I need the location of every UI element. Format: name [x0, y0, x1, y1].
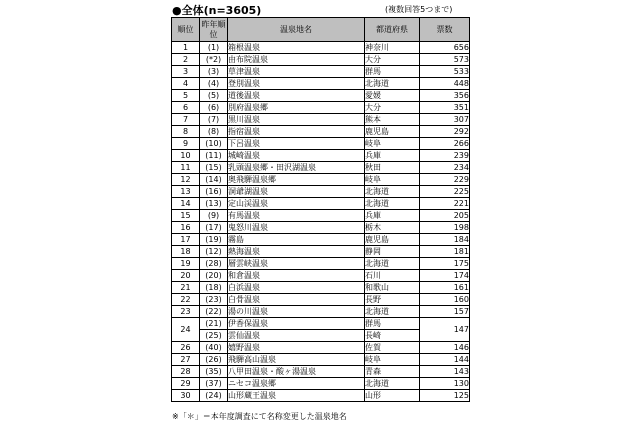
- prefecture-cell: 群馬: [365, 66, 420, 78]
- prev-rank-cell: (20): [200, 270, 228, 282]
- votes-cell: 229: [420, 174, 470, 186]
- onsen-name-cell: 飛騨高山温泉: [228, 354, 365, 366]
- prefecture-cell: 兵庫: [365, 150, 420, 162]
- votes-cell: 221: [420, 198, 470, 210]
- votes-cell: 292: [420, 126, 470, 138]
- prefecture-cell: 神奈川: [365, 42, 420, 54]
- page-title: ●全体(n=3605): [172, 4, 262, 17]
- votes-cell: 198: [420, 222, 470, 234]
- prev-rank-cell: (28): [200, 258, 228, 270]
- onsen-name-cell: 雲仙温泉: [228, 330, 365, 342]
- table-row: [172, 246, 470, 258]
- rank-cell: 22: [172, 294, 200, 306]
- prefecture-cell: 和歌山: [365, 282, 420, 294]
- onsen-name-cell: 登別温泉: [228, 78, 365, 90]
- votes-cell: 181: [420, 246, 470, 258]
- prev-rank-cell: (14): [200, 174, 228, 186]
- table-header-row: [172, 18, 470, 42]
- table-row: [172, 318, 470, 330]
- ranking-table: [171, 17, 470, 402]
- prefecture-cell: 北海道: [365, 186, 420, 198]
- votes-cell: 175: [420, 258, 470, 270]
- rank-cell: 9: [172, 138, 200, 150]
- prev-rank-cell: (24): [200, 390, 228, 402]
- rank-cell: 11: [172, 162, 200, 174]
- prev-rank-cell: (10): [200, 138, 228, 150]
- rank-cell: 28: [172, 366, 200, 378]
- onsen-name-cell: 草津温泉: [228, 66, 365, 78]
- onsen-name-cell: 霧島: [228, 234, 365, 246]
- table-row: [172, 150, 470, 162]
- prefecture-cell: 静岡: [365, 246, 420, 258]
- onsen-name-cell: 鬼怒川温泉: [228, 222, 365, 234]
- prev-rank-cell: (15): [200, 162, 228, 174]
- votes-cell: 130: [420, 378, 470, 390]
- table-row: [172, 270, 470, 282]
- header-prefecture: 都道府県: [365, 18, 420, 42]
- prev-rank-cell: (26): [200, 354, 228, 366]
- votes-cell: 147: [420, 318, 470, 342]
- rank-cell: 13: [172, 186, 200, 198]
- table-row: [172, 210, 470, 222]
- rank-cell: 19: [172, 258, 200, 270]
- votes-cell: 573: [420, 54, 470, 66]
- onsen-name-cell: 洞爺湖温泉: [228, 186, 365, 198]
- prefecture-cell: 兵庫: [365, 210, 420, 222]
- prev-rank-cell: (8): [200, 126, 228, 138]
- votes-cell: 239: [420, 150, 470, 162]
- onsen-name-cell: 乳頭温泉郷・田沢湖温泉: [228, 162, 365, 174]
- votes-cell: 125: [420, 390, 470, 402]
- prefecture-cell: 山形: [365, 390, 420, 402]
- table-row: [172, 102, 470, 114]
- table-row: [172, 162, 470, 174]
- prefecture-cell: 北海道: [365, 378, 420, 390]
- prefecture-cell: 青森: [365, 366, 420, 378]
- prefecture-cell: 北海道: [365, 198, 420, 210]
- prev-rank-cell: (19): [200, 234, 228, 246]
- votes-cell: 146: [420, 342, 470, 354]
- prev-rank-cell: (11): [200, 150, 228, 162]
- table-row: [172, 174, 470, 186]
- prefecture-cell: 岐阜: [365, 174, 420, 186]
- rank-cell: 27: [172, 354, 200, 366]
- prefecture-cell: 群馬: [365, 318, 420, 330]
- table-row: [172, 78, 470, 90]
- table-row: [172, 222, 470, 234]
- prefecture-cell: 大分: [365, 102, 420, 114]
- rank-cell: 10: [172, 150, 200, 162]
- votes-cell: 160: [420, 294, 470, 306]
- rank-cell: 14: [172, 198, 200, 210]
- prefecture-cell: 佐賀: [365, 342, 420, 354]
- votes-cell: 225: [420, 186, 470, 198]
- onsen-name-cell: 白骨温泉: [228, 294, 365, 306]
- header-rank: 順位: [172, 18, 200, 42]
- rank-cell: 7: [172, 114, 200, 126]
- prefecture-cell: 長崎: [365, 330, 420, 342]
- answer-note: (複数回答5つまで): [385, 5, 453, 14]
- table-row: [172, 378, 470, 390]
- prefecture-cell: 石川: [365, 270, 420, 282]
- prev-rank-cell: (12): [200, 246, 228, 258]
- votes-cell: 656: [420, 42, 470, 54]
- prefecture-cell: 鹿児島: [365, 126, 420, 138]
- rank-cell: 2: [172, 54, 200, 66]
- onsen-name-cell: 和倉温泉: [228, 270, 365, 282]
- votes-cell: 351: [420, 102, 470, 114]
- table-row: [172, 306, 470, 318]
- rank-cell: 21: [172, 282, 200, 294]
- prev-rank-cell: (25): [200, 330, 228, 342]
- onsen-name-cell: 奥飛騨温泉郷: [228, 174, 365, 186]
- onsen-name-cell: 湯の川温泉: [228, 306, 365, 318]
- table-row: [172, 354, 470, 366]
- votes-cell: 448: [420, 78, 470, 90]
- table-row: [172, 186, 470, 198]
- prev-rank-cell: (16): [200, 186, 228, 198]
- table-row: [172, 126, 470, 138]
- rank-cell: 8: [172, 126, 200, 138]
- votes-cell: 533: [420, 66, 470, 78]
- prev-rank-cell: (21): [200, 318, 228, 330]
- onsen-name-cell: 由布院温泉: [228, 54, 365, 66]
- table-row: [172, 234, 470, 246]
- onsen-name-cell: 道後温泉: [228, 90, 365, 102]
- rank-cell: 15: [172, 210, 200, 222]
- onsen-name-cell: 黒川温泉: [228, 114, 365, 126]
- prev-rank-cell: (22): [200, 306, 228, 318]
- rank-cell: 4: [172, 78, 200, 90]
- rank-cell: 29: [172, 378, 200, 390]
- onsen-name-cell: 別府温泉郷: [228, 102, 365, 114]
- prev-rank-cell: (18): [200, 282, 228, 294]
- onsen-name-cell: 城崎温泉: [228, 150, 365, 162]
- votes-cell: 143: [420, 366, 470, 378]
- onsen-name-cell: 層雲峡温泉: [228, 258, 365, 270]
- table-row: [172, 366, 470, 378]
- prev-rank-cell: (23): [200, 294, 228, 306]
- ranking-table-body: [172, 42, 470, 402]
- votes-cell: 157: [420, 306, 470, 318]
- rank-cell: 1: [172, 42, 200, 54]
- prefecture-cell: 鹿児島: [365, 234, 420, 246]
- prev-rank-cell: (13): [200, 198, 228, 210]
- header-prev-rank: 昨年順位: [200, 18, 228, 42]
- prefecture-cell: 熊本: [365, 114, 420, 126]
- header-votes: 票数: [420, 18, 470, 42]
- table-row: [172, 390, 470, 402]
- rank-cell: 6: [172, 102, 200, 114]
- rank-cell: 26: [172, 342, 200, 354]
- onsen-name-cell: 嬉野温泉: [228, 342, 365, 354]
- prev-rank-cell: (4): [200, 78, 228, 90]
- prev-rank-cell: (37): [200, 378, 228, 390]
- prev-rank-cell: (5): [200, 90, 228, 102]
- table-row: [172, 138, 470, 150]
- prev-rank-cell: (6): [200, 102, 228, 114]
- votes-cell: 356: [420, 90, 470, 102]
- prev-rank-cell: (7): [200, 114, 228, 126]
- onsen-name-cell: 伊香保温泉: [228, 318, 365, 330]
- prefecture-cell: 栃木: [365, 222, 420, 234]
- onsen-name-cell: 熱海温泉: [228, 246, 365, 258]
- table-row: [172, 42, 470, 54]
- rank-cell: 17: [172, 234, 200, 246]
- table-row: [172, 66, 470, 78]
- prefecture-cell: 愛媛: [365, 90, 420, 102]
- onsen-name-cell: 定山渓温泉: [228, 198, 365, 210]
- footnote: ※「＊」＝本年度調査にて名称変更した温泉地名: [172, 412, 347, 421]
- prev-rank-cell: (35): [200, 366, 228, 378]
- prev-rank-cell: (40): [200, 342, 228, 354]
- votes-cell: 205: [420, 210, 470, 222]
- table-row: [172, 90, 470, 102]
- table-row: [172, 342, 470, 354]
- onsen-name-cell: 有馬温泉: [228, 210, 365, 222]
- rank-cell: 18: [172, 246, 200, 258]
- votes-cell: 184: [420, 234, 470, 246]
- table-row: [172, 114, 470, 126]
- rank-cell: 30: [172, 390, 200, 402]
- votes-cell: 161: [420, 282, 470, 294]
- rank-cell: 5: [172, 90, 200, 102]
- rank-cell: 20: [172, 270, 200, 282]
- rank-cell: 3: [172, 66, 200, 78]
- prefecture-cell: 北海道: [365, 78, 420, 90]
- prev-rank-cell: (9): [200, 210, 228, 222]
- rank-cell: 12: [172, 174, 200, 186]
- prev-rank-cell: (3): [200, 66, 228, 78]
- table-row: [172, 294, 470, 306]
- votes-cell: 144: [420, 354, 470, 366]
- header-onsen-name: 温泉地名: [228, 18, 365, 42]
- votes-cell: 266: [420, 138, 470, 150]
- rank-cell: 23: [172, 306, 200, 318]
- prefecture-cell: 長野: [365, 294, 420, 306]
- votes-cell: 307: [420, 114, 470, 126]
- table-row: [172, 258, 470, 270]
- onsen-name-cell: 下呂温泉: [228, 138, 365, 150]
- onsen-name-cell: ニセコ温泉郷: [228, 378, 365, 390]
- prefecture-cell: 大分: [365, 54, 420, 66]
- votes-cell: 234: [420, 162, 470, 174]
- prefecture-cell: 岐阜: [365, 138, 420, 150]
- prefecture-cell: 北海道: [365, 258, 420, 270]
- prev-rank-cell: (1): [200, 42, 228, 54]
- votes-cell: 174: [420, 270, 470, 282]
- table-row: [172, 282, 470, 294]
- onsen-name-cell: 箱根温泉: [228, 42, 365, 54]
- prefecture-cell: 北海道: [365, 306, 420, 318]
- onsen-name-cell: 八甲田温泉・酸ヶ湯温泉: [228, 366, 365, 378]
- rank-cell: 24: [172, 318, 200, 342]
- prev-rank-cell: (*2): [200, 54, 228, 66]
- prev-rank-cell: (17): [200, 222, 228, 234]
- rank-cell: 16: [172, 222, 200, 234]
- onsen-name-cell: 白浜温泉: [228, 282, 365, 294]
- table-row: [172, 198, 470, 210]
- onsen-name-cell: 山形蔵王温泉: [228, 390, 365, 402]
- onsen-name-cell: 指宿温泉: [228, 126, 365, 138]
- prefecture-cell: 秋田: [365, 162, 420, 174]
- table-row: [172, 54, 470, 66]
- prefecture-cell: 岐阜: [365, 354, 420, 366]
